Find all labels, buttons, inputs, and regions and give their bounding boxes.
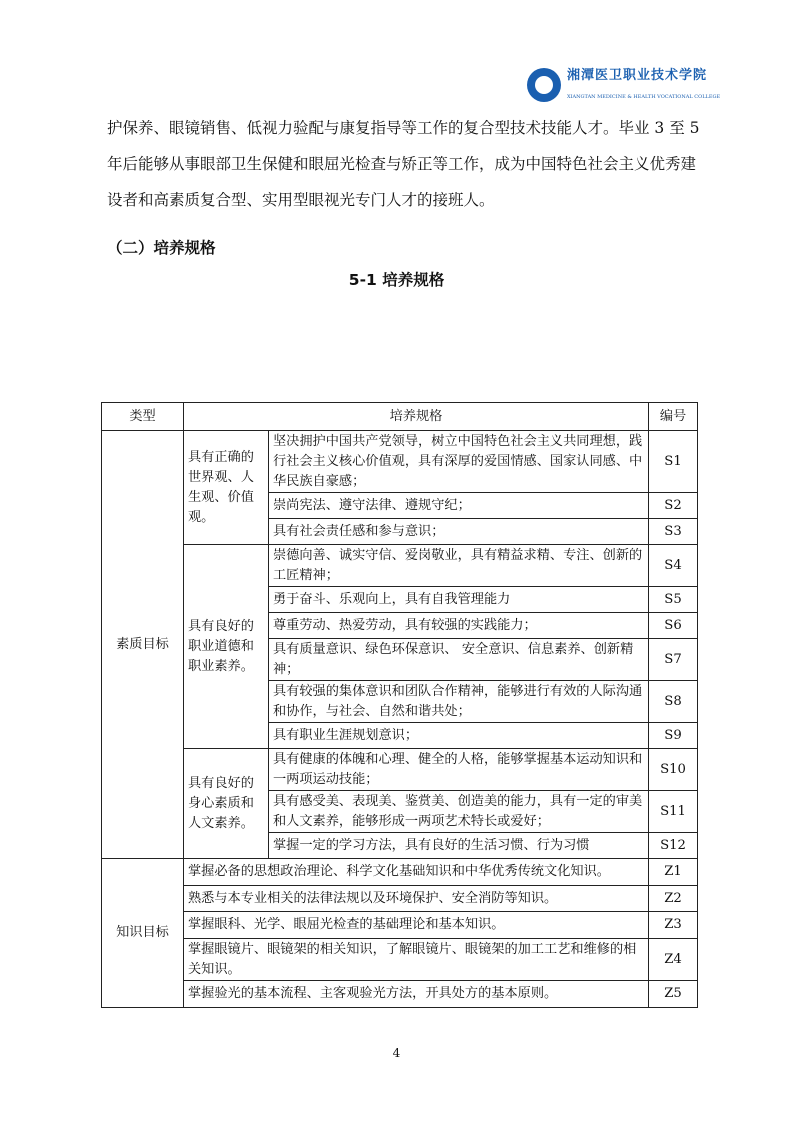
body-paragraph <box>107 110 707 218</box>
code-cell: S4 <box>649 545 698 587</box>
spec-cell: 熟悉与本专业相关的法律法规以及环境保护、安全消防等知识。 <box>184 886 649 912</box>
category-cell: 知识目标 <box>102 859 184 1008</box>
spec-cell: 具有健康的体魄和心理、健全的人格，能够掌握基本运动知识和一两项运动技能； <box>269 749 649 791</box>
code-cell: Z2 <box>649 886 698 912</box>
code-cell: S11 <box>649 791 698 833</box>
spec-cell: 具有质量意识、绿色环保意识、 安全意识、信息素养、创新精神； <box>269 639 649 681</box>
spec-cell: 具有社会责任感和参与意识； <box>269 519 649 545</box>
subcategory-cell: 具有良好的身心素质和人文素养。 <box>184 749 269 859</box>
code-cell: Z5 <box>649 981 698 1008</box>
code-cell: S6 <box>649 613 698 639</box>
body-line: 护保养、眼镜销售、低视力验配与康复指导等工作的复合型技术技能人才。毕业 3 至 5 <box>107 119 700 137</box>
subcategory-cell: 具有正确的世界观、人生观、价值观。 <box>184 431 269 545</box>
spec-cell: 尊重劳动、热爱劳动，具有较强的实践能力； <box>269 613 649 639</box>
body-line: 设者和高素质复合型、实用型眼视光专门人才的接班人。 <box>107 191 495 209</box>
code-cell: S10 <box>649 749 698 791</box>
code-cell: S2 <box>649 493 698 519</box>
code-cell: Z3 <box>649 912 698 939</box>
college-emblem-icon <box>527 68 561 102</box>
code-cell: Z4 <box>649 939 698 981</box>
spec-cell: 崇德向善、诚实守信、爱岗敬业，具有精益求精、专注、创新的工匠精神； <box>269 545 649 587</box>
code-cell: S5 <box>649 587 698 613</box>
spec-cell: 具有较强的集体意识和团队合作精神，能够进行有效的人际沟通和协作，与社会、自然和谐共处； <box>269 681 649 723</box>
page-number: 4 <box>392 1046 401 1060</box>
spec-cell: 具有职业生涯规划意识； <box>269 723 649 749</box>
header-type: 类型 <box>102 403 184 431</box>
code-cell: S12 <box>649 833 698 859</box>
code-cell: S8 <box>649 681 698 723</box>
code-cell: S7 <box>649 639 698 681</box>
code-cell: S3 <box>649 519 698 545</box>
table-row <box>102 545 698 587</box>
subcategory-cell: 具有良好的职业道德和职业素养。 <box>184 545 269 749</box>
logo-chinese-name: 湘潭医卫职业技术学院 <box>567 68 708 83</box>
table-row <box>102 886 698 912</box>
college-logo <box>527 66 721 108</box>
table-header-row <box>102 403 698 431</box>
spec-cell: 掌握验光的基本流程、主客观验光方法，开具处方的基本原则。 <box>184 981 649 1008</box>
category-cell: 素质目标 <box>102 431 184 859</box>
spec-cell: 勇于奋斗、乐观向上，具有自我管理能力 <box>269 587 649 613</box>
spec-cell: 崇尚宪法、遵守法律、遵规守纪； <box>269 493 649 519</box>
spec-cell: 掌握必备的思想政治理论、科学文化基础知识和中华优秀传统文化知识。 <box>184 859 649 886</box>
table-row <box>102 981 698 1008</box>
table-row <box>102 939 698 981</box>
body-line: 年后能够从事眼部卫生保健和眼屈光检查与矫正等工作，成为中国特色社会主义优秀建 <box>107 155 697 173</box>
code-cell: S1 <box>649 431 698 493</box>
code-cell: Z1 <box>649 859 698 886</box>
spec-cell: 掌握一定的学习方法，具有良好的生活习惯、行为习惯 <box>269 833 649 859</box>
training-spec-table <box>101 402 698 1008</box>
code-cell: S9 <box>649 723 698 749</box>
spec-cell: 具有感受美、表现美、鉴赏美、创造美的能力，具有一定的审美和人文素养，能够形成一两项艺术特长或爱好； <box>269 791 649 833</box>
spec-cell: 坚决拥护中国共产党领导，树立中国特色社会主义共同理想，践行社会主义核心价值观，具有深厚的爱国情感、国家认同感、中华民族自豪感； <box>269 431 649 493</box>
table-row <box>102 859 698 886</box>
logo-english-name: XIANGTAN MEDICINE & HEALTH VOCATIONAL COLLEGE <box>567 94 721 100</box>
table-row <box>102 749 698 791</box>
header-code: 编号 <box>649 403 698 431</box>
spec-cell: 掌握眼镜片、眼镜架的相关知识，了解眼镜片、眼镜架的加工工艺和维修的相关知识。 <box>184 939 649 981</box>
header-spec: 培养规格 <box>184 403 649 431</box>
spec-cell: 掌握眼科、光学、眼屈光检查的基础理论和基本知识。 <box>184 912 649 939</box>
section-heading: （二）培养规格 <box>107 239 216 257</box>
table-row <box>102 912 698 939</box>
table-row <box>102 431 698 493</box>
table-caption: 5-1 培养规格 <box>348 271 445 289</box>
